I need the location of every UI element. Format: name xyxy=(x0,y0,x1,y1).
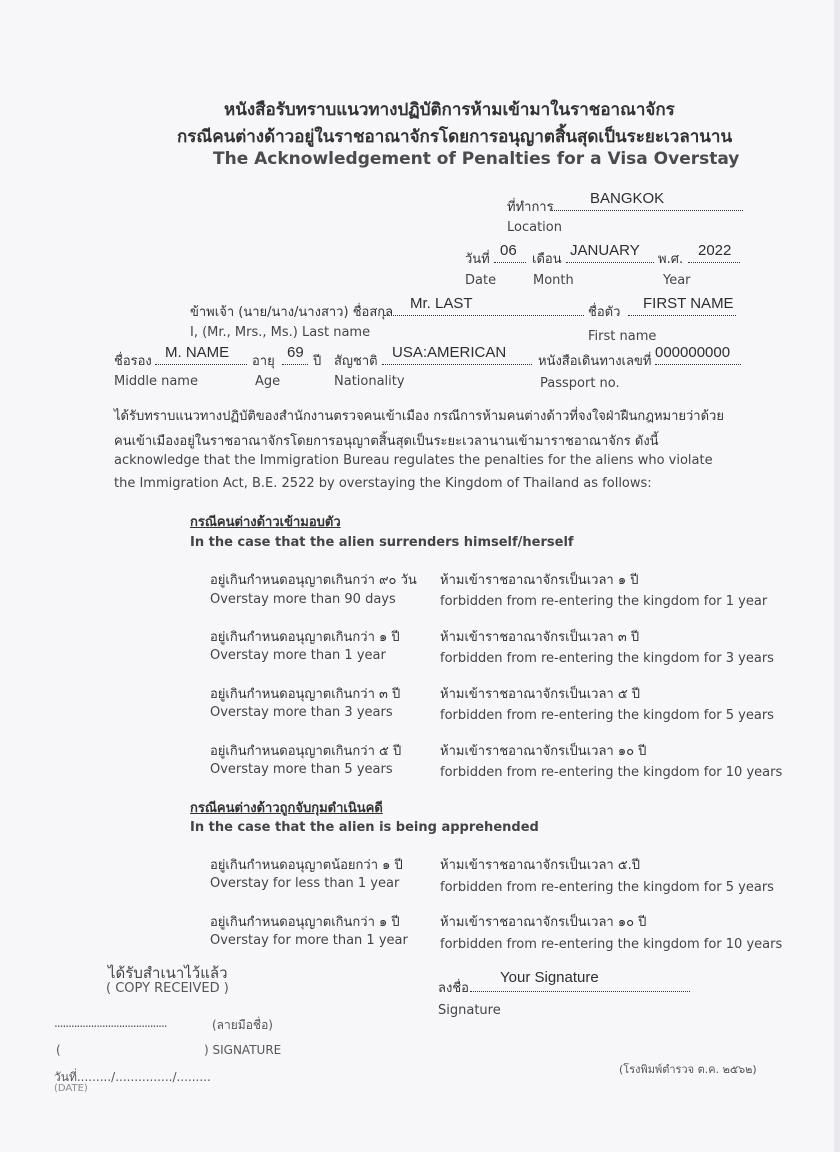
copy-received-th: ได้รับสำเนาไว้แล้ว xyxy=(108,964,228,982)
middle-name-label-th: ชื่อรอง xyxy=(114,354,152,369)
case1-row2-cond-th: อยู่เกินกำหนดอนุญาตเกินกว่า ๑ ปี xyxy=(210,630,400,645)
copy-date-line: วันที่........./.............../......... xyxy=(54,1070,211,1084)
name-intro-en: I, (Mr., Mrs., Ms.) Last name xyxy=(190,325,371,340)
passport-label-en: Passport no. xyxy=(540,376,620,391)
location-label-en: Location xyxy=(507,220,562,235)
case2-row1-pen-th: ห้ามเข้าราชอาณาจักรเป็นเวลา ๕.ปี xyxy=(440,858,641,873)
title-english: The Acknowledgement of Penalties for a Visa Overstay xyxy=(213,149,740,169)
location-value: BANGKOK xyxy=(590,190,665,207)
title-thai-line-1: หนังสือรับทราบแนวทางปฏิบัติการห้ามเข้ามาในราชอาณาจักร xyxy=(224,100,675,120)
date-year-value: 2022 xyxy=(698,242,732,259)
case2-row2-pen-en: forbidden from re-entering the kingdom for 10 years xyxy=(440,937,783,952)
copy-signature-en: ) SIGNATURE xyxy=(204,1043,282,1057)
case1-row3-pen-th: ห้ามเข้าราชอาณาจักรเป็นเวลา ๕ ปี xyxy=(440,687,641,702)
page-edge xyxy=(834,0,840,1152)
case1-heading-en: In the case that the alien surrenders himself/herself xyxy=(190,535,574,550)
nationality-label-en: Nationality xyxy=(334,374,405,389)
signature-value: Your Signature xyxy=(500,969,599,986)
age-label-th: อายุ xyxy=(252,354,275,369)
case1-row3-cond-th: อยู่เกินกำหนดอนุญาตเกินกว่า ๓ ปี xyxy=(210,687,401,702)
date-month-value: JANUARY xyxy=(570,242,640,259)
last-name-value: Mr. LAST xyxy=(410,295,473,312)
copy-signature-th: (ลายมือชื่อ) xyxy=(212,1018,273,1032)
case1-row2-pen-th: ห้ามเข้าราชอาณาจักรเป็นเวลา ๓ ปี xyxy=(440,630,640,645)
first-name-label-en: First name xyxy=(588,329,657,344)
passport-label-th: หนังสือเดินทางเลขที่ xyxy=(538,354,652,369)
age-unit: ปี xyxy=(313,354,322,369)
case1-row1-cond-en: Overstay more than 90 days xyxy=(210,592,396,607)
case1-row1-pen-en: forbidden from re-entering the kingdom for 1 year xyxy=(440,594,768,609)
location-label-th: ที่ทำการ xyxy=(507,200,554,215)
case2-row2-pen-th: ห้ามเข้าราชอาณาจักรเป็นเวลา ๑๐ ปี xyxy=(440,915,647,930)
case2-row1-cond-th: อยู่เกินกำหนดอนุญาตน้อยกว่า ๑ ปี xyxy=(210,858,403,873)
case2-row2-cond-en: Overstay for more than 1 year xyxy=(210,933,408,948)
age-value: 69 xyxy=(287,344,304,361)
nationality-label-th: สัญชาติ xyxy=(334,354,378,369)
case1-row4-cond-en: Overstay more than 5 years xyxy=(210,762,393,777)
nationality-value: USA:AMERICAN xyxy=(392,344,507,361)
date-month-label-th: เดือน xyxy=(532,252,562,267)
passport-value: 000000000 xyxy=(655,344,731,361)
case2-row2-cond-th: อยู่เกินกำหนดอนุญาตเกินกว่า ๑ ปี xyxy=(210,915,400,930)
case1-row2-pen-en: forbidden from re-entering the kingdom for 3 years xyxy=(440,651,774,666)
case2-heading-th: กรณีคนต่างด้าวถูกจับกุมดำเนินคดี xyxy=(190,801,383,816)
date-month-label-en: Month xyxy=(533,273,574,288)
name-intro-th: ข้าพเจ้า (นาย/นาง/นางสาว) ชื่อสกุล xyxy=(190,305,394,320)
case1-row1-cond-th: อยู่เกินกำหนดอนุญาตเกินกว่า ๙๐ วัน xyxy=(210,573,417,588)
copy-signature-dots: ........................................ xyxy=(54,1016,167,1030)
signature-label-th: ลงชื่อ xyxy=(438,981,469,996)
age-label-en: Age xyxy=(255,374,281,389)
middle-name-label-en: Middle name xyxy=(114,374,198,389)
case1-row4-pen-en: forbidden from re-entering the kingdom for 10 years xyxy=(440,765,783,780)
statement-en-1: acknowledge that the Immigration Bureau regulates the penalties for the aliens who violate xyxy=(114,453,713,468)
statement-th-2: คนเข้าเมืองอยู่ในราชอาณาจักรโดยการอนุญาตสิ้นสุดเป็นระยะเวลานานเข้ามาราชอาณาจักร ดังนี้ xyxy=(114,434,659,449)
case1-row3-pen-en: forbidden from re-entering the kingdom for 5 years xyxy=(440,708,774,723)
date-year-label-th: พ.ศ. xyxy=(658,252,684,267)
case2-row1-cond-en: Overstay for less than 1 year xyxy=(210,876,400,891)
signature-label-en: Signature xyxy=(438,1003,501,1018)
statement-th-1: ได้รับทราบแนวทางปฏิบัติของสำนักงานตรวจคนเข้าเมือง กรณีการห้ามคนต่างด้าวที่จงใจฝ่าฝืนกฎหมายว่าด้วย xyxy=(114,409,724,424)
statement-en-2: the Immigration Act, B.E. 2522 by overstaying the Kingdom of Thailand as follows: xyxy=(114,476,652,491)
case1-row2-cond-en: Overstay more than 1 year xyxy=(210,648,386,663)
copy-received-en: ( COPY RECEIVED ) xyxy=(106,981,229,996)
case1-row3-cond-en: Overstay more than 3 years xyxy=(210,705,393,720)
case1-row1-pen-th: ห้ามเข้าราชอาณาจักรเป็นเวลา ๑ ปี xyxy=(440,573,639,588)
title-thai-line-2: กรณีคนต่างด้าวอยู่ในราชอาณาจักรโดยการอนุญาตสิ้นสุดเป็นระยะเวลานาน xyxy=(177,127,733,147)
date-day-value: 06 xyxy=(500,242,517,259)
middle-name-value: M. NAME xyxy=(165,344,230,361)
first-name-value: FIRST NAME xyxy=(643,295,734,312)
date-day-label-en: Date xyxy=(465,273,497,288)
date-year-label-en: Year xyxy=(663,273,691,288)
case1-row4-pen-th: ห้ามเข้าราชอาณาจักรเป็นเวลา ๑๐ ปี xyxy=(440,744,647,759)
copy-paren-open: ( xyxy=(56,1043,61,1057)
case2-row1-pen-en: forbidden from re-entering the kingdom for 5 years xyxy=(440,880,774,895)
date-day-label-th: วันที่ xyxy=(465,252,490,267)
printer-note: (โรงพิมพ์ตำรวจ ต.ค. ๒๕๖๒) xyxy=(619,1063,757,1076)
first-name-label-th: ชื่อตัว xyxy=(588,305,621,320)
case1-row4-cond-th: อยู่เกินกำหนดอนุญาตเกินกว่า ๕ ปี xyxy=(210,744,402,759)
copy-date-en: (DATE) xyxy=(54,1083,88,1094)
case2-heading-en: In the case that the alien is being apprehended xyxy=(190,820,539,835)
case1-heading-th: กรณีคนต่างด้าวเข้ามอบตัว xyxy=(190,515,341,530)
